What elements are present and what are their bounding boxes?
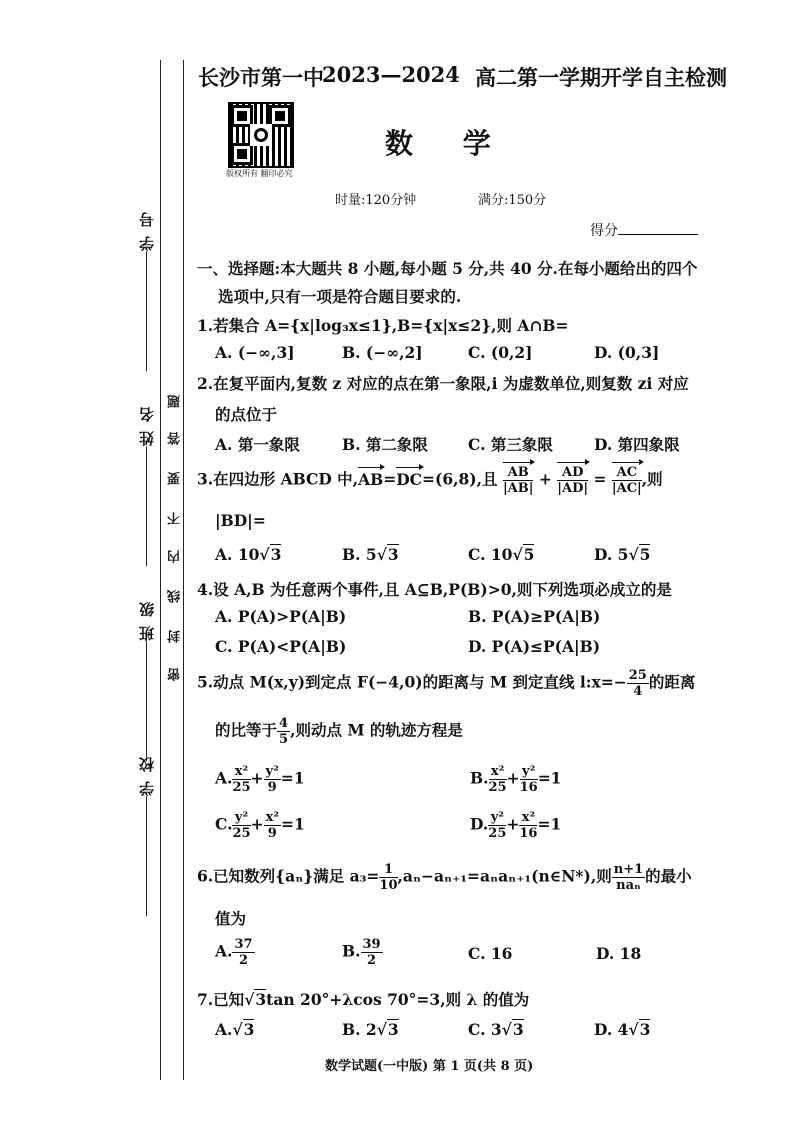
header-term: 高二第一学期开学自主检测 [475, 65, 727, 90]
header-year: 2023—2024 [322, 62, 460, 87]
q3-option-b: B. 5√3 [342, 545, 399, 564]
q5-option-c: C. $\frac{\text{y²}}{25}$ + $\frac{\text{x²}}{9}$ =1 [215, 810, 305, 841]
q7-option-d: D. 4√3 [594, 1020, 651, 1039]
q3-option-c: C. 10√5 [468, 545, 535, 564]
q3-option-d: D. 5√5 [594, 545, 651, 564]
q6-option-a: A. $\frac{37}{2}$ [215, 937, 253, 968]
header-school: 长沙市第一中 [198, 65, 324, 90]
margin-line-inner [183, 60, 184, 1080]
question-5: 5.动点 M(x,y)到定点 F(−4,0)的距离与 M 到定直线 l:x=− $\frac{25}{4}$ 的距离 [197, 668, 696, 699]
student-no-field: 学 号 [136, 210, 157, 377]
q4-option-d: D. P(A)≤P(A|B) [468, 637, 601, 656]
q5-option-b: B. $\frac{\text{x²}}{25}$ + $\frac{\text{y²}}{16}$ =1 [470, 764, 562, 795]
q2-option-d: D. 第四象限 [594, 435, 680, 454]
question-4: 4.设 A,B 为任意两个事件,且 A⊆B,P(B)>0,则下列选项必成立的是 [197, 580, 672, 599]
name-field: 姓 名 [136, 405, 157, 572]
question-3-cont: |BD|= [215, 511, 266, 530]
seal-char: 内 [168, 550, 183, 563]
q2-option-b: B. 第二象限 [342, 435, 428, 454]
seal-char: 不 [168, 512, 183, 525]
q6-option-c: C. 16 [468, 944, 513, 963]
seal-char: 题 [168, 395, 183, 408]
seal-char: 答 [168, 432, 183, 445]
section-heading-cont: 选项中,只有一项是符合题目要求的. [218, 287, 462, 306]
question-6-cont: 值为 [215, 909, 247, 928]
question-7: 7.已知√3tan 20°+λcos 70°=3,则 λ 的值为 [197, 990, 530, 1009]
class-field: 班 级 [136, 600, 157, 767]
q1-option-d: D. (0,3] [594, 343, 660, 362]
q2-option-a: A. 第一象限 [215, 435, 300, 454]
question-5-cont: 的比等于 $\frac{4}{5}$ ,则动点 M 的轨迹方程是 [215, 716, 463, 747]
qr-caption: 版权所有 翻印必究 [226, 169, 293, 178]
q6-option-d: D. 18 [596, 944, 642, 963]
question-1: 1.若集合 A={x|log₃x≤1},B={x|x≤2},则 A∩B= [197, 316, 569, 335]
exam-total-score: 满分:150分 [478, 193, 547, 208]
subject-title: 数 学 [385, 127, 511, 160]
question-2-cont: 的点位于 [215, 405, 278, 424]
q6-option-b: B. $\frac{39}{2}$ [342, 937, 381, 968]
page-footer: 数学试题(一中版) 第 1 页(共 8 页) [325, 1059, 534, 1074]
q7-option-b: B. 2√3 [342, 1020, 399, 1039]
seal-char: 要 [168, 472, 183, 485]
q2-option-c: C. 第三象限 [468, 435, 553, 454]
q1-option-a: A. (−∞,3] [215, 343, 295, 362]
qr-code-icon [228, 102, 294, 168]
q4-option-b: B. P(A)≥P(A|B) [468, 607, 601, 626]
question-3: 3.在四边形 ABCD 中,AB=DC=(6,8),且 $\frac{AB}{|AB|}$ + $\frac{AD}{|AD|}$ = $\frac{AC}{|AC|}$ ,则 [197, 465, 663, 496]
q5-option-a: A. $\frac{\text{x²}}{25}$ + $\frac{\text{y²}}{9}$ =1 [215, 764, 305, 795]
q1-option-b: B. (−∞,2] [342, 343, 423, 362]
seal-char: 封 [168, 630, 183, 643]
question-2: 2.在复平面内,复数 z 对应的点在第一象限,i 为虚数单位,则复数 zi 对应 [197, 374, 689, 393]
q7-option-a: A.√3 [215, 1020, 255, 1039]
margin-line-outer [160, 60, 161, 1080]
question-6: 6.已知数列{aₙ}满足 a₃= $\frac{1}{10}$ ,aₙ−aₙ₊₁=aₙaₙ₊₁(n∈N*),则 $\frac{n+1}{\text{naₙ}}$ 的最小 [197, 862, 692, 893]
q4-option-c: C. P(A)<P(A|B) [215, 637, 347, 656]
q3-option-a: A. 10√3 [215, 545, 282, 564]
score-label: 得分 [590, 220, 698, 240]
q7-option-c: C. 3√3 [468, 1020, 524, 1039]
section-heading: 一、选择题:本大题共 8 小题,每小题 5 分,共 40 分.在每小题给出的四个 [197, 259, 698, 278]
seal-char: 密 [168, 668, 183, 681]
school-field: 学 校 [136, 755, 157, 922]
seal-char: 线 [168, 590, 183, 603]
q1-option-c: C. (0,2] [468, 343, 533, 362]
q5-option-d: D. $\frac{\text{y²}}{25}$ + $\frac{\text{x²}}{16}$ =1 [470, 810, 562, 841]
exam-time: 时量:120分钟 [335, 193, 417, 208]
q4-option-a: A. P(A)>P(A|B) [215, 607, 347, 626]
